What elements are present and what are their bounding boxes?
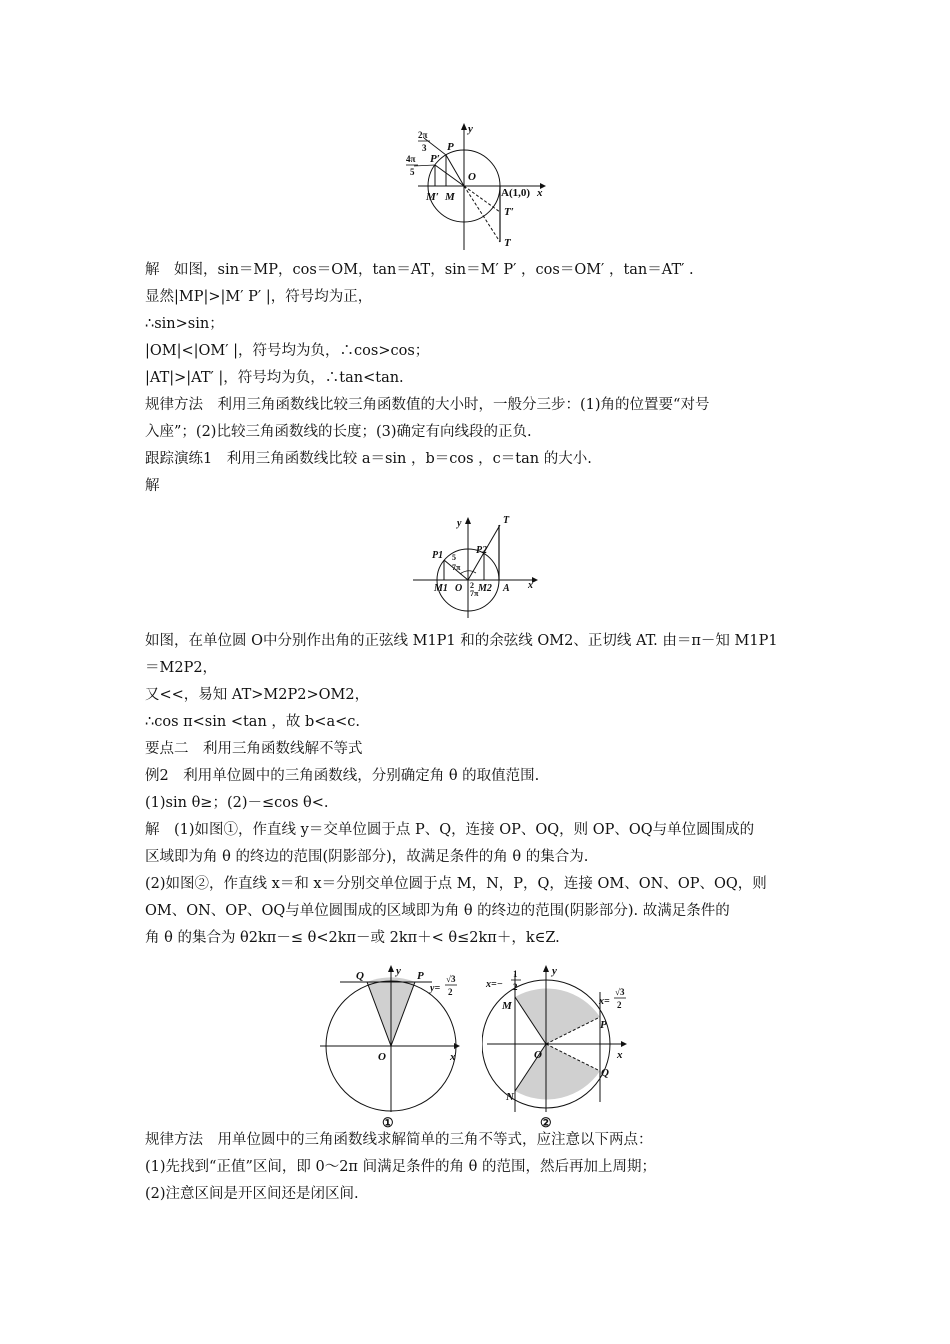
text-line: 解 (1)如图①，作直线 y＝交单位圆于点 P、Q，连接 OP、OQ，则 OP、OQ与单位圆围成的 bbox=[145, 822, 755, 838]
label-p: P bbox=[600, 1019, 607, 1031]
figure2-svg bbox=[408, 510, 543, 625]
figure1-svg bbox=[400, 120, 550, 255]
label-q: Q bbox=[601, 1067, 609, 1079]
text-line: ＝M2P2， bbox=[145, 660, 218, 676]
label-p1: P1 bbox=[432, 550, 444, 561]
label-2pi: 2π bbox=[418, 130, 428, 140]
label-3: 3 bbox=[422, 143, 427, 153]
label-2: 2 bbox=[470, 581, 474, 590]
label-7pi: 7π bbox=[452, 563, 461, 572]
label-2-b: 2 bbox=[617, 1000, 622, 1010]
label-origin: O bbox=[468, 171, 476, 183]
label-1: 1 bbox=[513, 969, 518, 979]
y-axis-arrow bbox=[543, 965, 549, 972]
label-x: x bbox=[537, 187, 543, 199]
text-line: 如图，在单位圆 O中分别作出角的正弦线 M1P1 和的余弦线 OM2、正切线 AT. 由＝π－知 M1P1 bbox=[145, 633, 778, 649]
label-y: y bbox=[457, 518, 462, 529]
text-line: 角 θ 的集合为 θ2kπ－≤ θ<2kπ－或 2kπ＋< θ≤2kπ＋，k∈Z. bbox=[145, 930, 560, 946]
label-x: x bbox=[617, 1049, 623, 1061]
label-4pi: 4π bbox=[406, 154, 416, 164]
caption-1: ① bbox=[382, 1115, 394, 1130]
text-line: 规律方法 利用三角函数线比较三角函数值的大小时，一般分三步：(1)角的位置要“对号 bbox=[145, 397, 710, 413]
text-line: 解 bbox=[145, 478, 160, 494]
figure-sine-inequality bbox=[320, 962, 480, 1132]
figure-tan-lines bbox=[400, 120, 550, 255]
text-line: 要点二 利用三角函数线解不等式 bbox=[145, 741, 363, 757]
text-line: 入座”；(2)比较三角函数线的长度；(3)确定有向线段的正负. bbox=[145, 424, 532, 440]
text-line: ∴cos π<sin <tan ，故 b<a<c. bbox=[145, 714, 360, 730]
figure3-left-svg bbox=[320, 962, 480, 1132]
label-t: T bbox=[503, 515, 510, 526]
text-line: 跟踪演练1 利用三角函数线比较 a＝sin ，b＝cos ，c＝tan 的大小. bbox=[145, 451, 592, 467]
label-origin: O bbox=[455, 583, 463, 594]
text-block-3 bbox=[145, 1127, 810, 1208]
text-line: 解 如图，sin＝MP，cos＝OM，tan＝AT，sin＝M′ P′ ，cos＝OM′ ，tan＝AT′ . bbox=[145, 262, 694, 278]
label-y: y bbox=[552, 965, 557, 977]
y-axis-arrow bbox=[465, 517, 471, 524]
caption-2: ② bbox=[540, 1115, 552, 1130]
label-7pi-b: 7π bbox=[470, 589, 479, 598]
label-m2: M2 bbox=[478, 583, 492, 594]
label-origin: O bbox=[534, 1049, 542, 1061]
label-line: y= bbox=[430, 983, 441, 994]
text-line: 区域即为角 θ 的终边的范围(阴影部分)，故满足条件的角 θ 的集合为. bbox=[145, 849, 589, 865]
label-t-prime: T′ bbox=[504, 206, 514, 218]
text-block-2 bbox=[145, 628, 810, 952]
label-line-right: x= bbox=[599, 996, 610, 1007]
text-line: (1)先找到“正值”区间，即 0～2π 间满足条件的角 θ 的范围，然后再加上周期； bbox=[145, 1159, 657, 1175]
text-line: (2)如图②，作直线 x＝和 x＝分别交单位圆于点 M，N，P，Q，连接 OM、ON、OP、OQ，则 bbox=[145, 876, 767, 892]
label-a: A bbox=[503, 583, 510, 594]
x-axis-arrow bbox=[454, 1043, 460, 1049]
label-n: N bbox=[506, 1091, 514, 1103]
label-p: P bbox=[417, 970, 424, 982]
label-sqrt3: √3 bbox=[446, 974, 456, 984]
label-q: Q bbox=[356, 970, 364, 982]
x-axis-arrow bbox=[621, 1041, 627, 1047]
text-line: 规律方法 用单位圆中的三角函数线求解简单的三角不等式，应注意以下两点： bbox=[145, 1132, 653, 1148]
figure-unit-circle-compare bbox=[408, 510, 543, 625]
figure-cosine-inequality bbox=[482, 962, 642, 1132]
label-x: x bbox=[528, 580, 533, 591]
label-p: P bbox=[447, 141, 454, 153]
text-line: ∴sin>sin； bbox=[145, 316, 224, 332]
label-sqrt3: √3 bbox=[615, 987, 625, 997]
text-line: 又<<，易知 AT>M2P2>OM2， bbox=[145, 687, 370, 703]
label-5: 5 bbox=[452, 553, 456, 562]
terminal-side-p-prime bbox=[435, 165, 464, 186]
y-axis-arrow bbox=[388, 965, 394, 972]
label-2: 2 bbox=[513, 982, 518, 992]
label-m: M bbox=[445, 191, 455, 203]
text-line: OM、ON、OP、OQ与单位圆围成的区域即为角 θ 的终边的范围(阴影部分). 故满足条件的 bbox=[145, 903, 730, 919]
label-origin: O bbox=[378, 1051, 386, 1063]
label-y: y bbox=[396, 965, 401, 977]
dashed-ot bbox=[464, 186, 500, 242]
figure3-right-svg bbox=[482, 962, 642, 1132]
label-m-prime: M′ bbox=[426, 191, 439, 203]
text-line: |AT|>|AT′ |，符号均为负，∴tan<tan. bbox=[145, 370, 404, 386]
label-m1: M1 bbox=[434, 583, 448, 594]
label-x: x bbox=[450, 1051, 456, 1063]
label-line-left: x=− bbox=[486, 979, 503, 990]
text-line: (2)注意区间是开区间还是闭区间. bbox=[145, 1186, 359, 1202]
text-line: 例2 利用单位圆中的三角函数线，分别确定角 θ 的取值范围. bbox=[145, 768, 540, 784]
y-axis-arrow bbox=[461, 123, 467, 130]
label-m: M bbox=[502, 1000, 512, 1012]
text-line: (1)sin θ≥；(2)－≤cos θ<. bbox=[145, 795, 329, 811]
label-5: 5 bbox=[410, 167, 415, 177]
text-block-1 bbox=[145, 257, 810, 500]
terminal-side-p bbox=[446, 155, 464, 186]
label-t: T bbox=[504, 237, 511, 249]
label-p-prime: P′ bbox=[430, 153, 440, 165]
label-p2: P2 bbox=[476, 545, 488, 556]
dashed-ot-prime bbox=[464, 186, 500, 212]
label-y: y bbox=[468, 123, 473, 135]
label-a: A(1,0) bbox=[501, 187, 531, 199]
label-2: 2 bbox=[448, 987, 453, 997]
text-line: |OM|<|OM′ |，符号均为负，∴cos>cos； bbox=[145, 343, 430, 359]
text-line: 显然|MP|>|M′ P′ |，符号均为正， bbox=[145, 289, 373, 305]
